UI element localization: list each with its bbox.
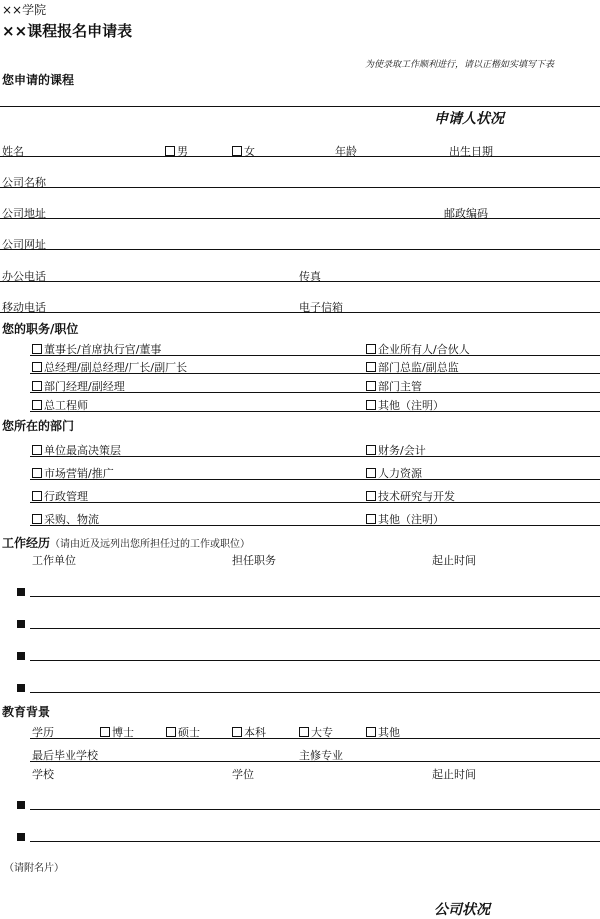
position-option-dept-manager[interactable]: 部门经理/副经理 xyxy=(32,378,125,394)
company-name-line[interactable] xyxy=(0,187,600,188)
work-note: （请由近及远列出您所担任过的工作或职位） xyxy=(50,539,251,550)
checkbox-icon[interactable] xyxy=(32,445,42,455)
position-option-chief-engineer[interactable]: 总工程师 xyxy=(32,397,88,413)
department-title: 您所在的部门 xyxy=(2,419,75,433)
postal-code-label: 邮政编码 xyxy=(444,207,488,220)
department-row-line xyxy=(30,525,600,526)
form-title: ××课程报名申请表 xyxy=(2,22,133,40)
department-option-marketing[interactable]: 市场营销/推广 xyxy=(32,465,114,481)
checkbox-icon[interactable] xyxy=(232,146,242,156)
checkbox-icon[interactable] xyxy=(366,362,376,372)
company-website-label: 公司网址 xyxy=(2,238,46,251)
position-option-chairman[interactable]: 董事长/首席执行官/董事 xyxy=(32,341,161,357)
department-row-line xyxy=(30,456,600,457)
department-option-other[interactable]: 其他（注明） xyxy=(366,511,444,527)
checkbox-icon[interactable] xyxy=(232,727,242,737)
mobile-phone-line[interactable] xyxy=(0,312,600,313)
bullet-icon xyxy=(17,620,25,628)
work-col-unit: 工作单位 xyxy=(32,554,76,567)
position-option-general-manager[interactable]: 总经理/副总经理/厂长/副厂长 xyxy=(32,359,187,375)
last-school-line[interactable] xyxy=(30,761,600,762)
degree-option-bachelor[interactable]: 本科 xyxy=(232,724,266,740)
form-instruction: 为使录取工作顺利进行，请以正楷如实填写下表 xyxy=(365,60,555,70)
position-option-supervisor[interactable]: 部门主管 xyxy=(366,378,422,394)
bullet-icon xyxy=(17,833,25,841)
department-option-finance[interactable]: 财务/会计 xyxy=(366,442,426,458)
edu-col-degree: 学位 xyxy=(232,768,254,781)
name-row-line[interactable] xyxy=(0,156,600,157)
edu-col-time: 起止时间 xyxy=(432,768,476,781)
work-col-role: 担任职务 xyxy=(232,554,276,567)
checkbox-icon[interactable] xyxy=(32,381,42,391)
department-option-admin[interactable]: 行政管理 xyxy=(32,488,88,504)
checkbox-icon[interactable] xyxy=(165,146,175,156)
work-title: 工作经历 xyxy=(2,536,51,550)
work-heading xyxy=(2,532,250,551)
last-school-label: 最后毕业学校 xyxy=(32,749,98,762)
company-address-line[interactable] xyxy=(0,218,600,219)
checkbox-icon[interactable] xyxy=(366,468,376,478)
checkbox-icon[interactable] xyxy=(32,491,42,501)
company-name-label: 公司名称 xyxy=(2,176,46,189)
checkbox-icon[interactable] xyxy=(366,381,376,391)
degree-option-phd[interactable]: 博士 xyxy=(100,724,134,740)
checkbox-icon[interactable] xyxy=(100,727,110,737)
checkbox-icon[interactable] xyxy=(32,400,42,410)
company-website-line[interactable] xyxy=(0,249,600,250)
department-row-line xyxy=(30,502,600,503)
checkbox-icon[interactable] xyxy=(32,362,42,372)
edu-col-school: 学校 xyxy=(32,768,54,781)
company-section-title: 公司状况 xyxy=(434,902,490,918)
work-entry-line[interactable] xyxy=(30,660,600,661)
name-label: 姓名 xyxy=(2,145,24,158)
work-col-time: 起止时间 xyxy=(432,554,476,567)
position-row-line xyxy=(30,373,600,374)
department-option-top-management[interactable]: 单位最高决策层 xyxy=(32,442,121,458)
work-entry-line[interactable] xyxy=(30,692,600,693)
bullet-icon xyxy=(17,801,25,809)
checkbox-icon[interactable] xyxy=(366,400,376,410)
company-address-label: 公司地址 xyxy=(2,207,46,220)
position-row-line xyxy=(30,411,600,412)
mobile-phone-label: 移动电话 xyxy=(2,301,46,314)
office-phone-label: 办公电话 xyxy=(2,270,46,283)
business-card-note: （请附名片） xyxy=(4,863,64,874)
checkbox-icon[interactable] xyxy=(32,514,42,524)
checkbox-icon[interactable] xyxy=(366,344,376,354)
checkbox-icon[interactable] xyxy=(366,514,376,524)
checkbox-icon[interactable] xyxy=(366,727,376,737)
education-entry-line[interactable] xyxy=(30,841,600,842)
position-title: 您的职务/职位 xyxy=(2,322,79,336)
position-option-other[interactable]: 其他（注明） xyxy=(366,397,444,413)
checkbox-icon[interactable] xyxy=(299,727,309,737)
degree-option-other[interactable]: 其他 xyxy=(366,724,400,740)
education-entry-line[interactable] xyxy=(30,809,600,810)
position-row-line xyxy=(30,392,600,393)
fax-label: 传真 xyxy=(299,270,321,283)
degree-row-line xyxy=(30,738,600,739)
school-name: ××学院 xyxy=(2,3,47,17)
gender-female-option[interactable]: 女 xyxy=(232,143,255,159)
position-option-director[interactable]: 部门总监/副总监 xyxy=(366,359,459,375)
applicant-section-title: 申请人状况 xyxy=(434,111,504,127)
degree-option-college[interactable]: 大专 xyxy=(299,724,333,740)
checkbox-icon[interactable] xyxy=(166,727,176,737)
gender-male-option[interactable]: 男 xyxy=(165,143,188,159)
department-option-rnd[interactable]: 技术研究与开发 xyxy=(366,488,455,504)
bullet-icon xyxy=(17,684,25,692)
position-option-owner[interactable]: 企业所有人/合伙人 xyxy=(366,341,470,357)
department-option-purchasing[interactable]: 采购、物流 xyxy=(32,511,99,527)
age-label: 年龄 xyxy=(335,145,357,158)
department-option-hr[interactable]: 人力资源 xyxy=(366,465,422,481)
degree-option-master[interactable]: 硕士 xyxy=(166,724,200,740)
department-row-line xyxy=(30,479,600,480)
office-phone-line[interactable] xyxy=(0,281,600,282)
course-label: 您申请的课程 xyxy=(2,73,75,87)
bullet-icon xyxy=(17,652,25,660)
work-entry-line[interactable] xyxy=(30,628,600,629)
work-entry-line[interactable] xyxy=(30,596,600,597)
email-label: 电子信箱 xyxy=(299,301,343,314)
checkbox-icon[interactable] xyxy=(32,468,42,478)
checkbox-icon[interactable] xyxy=(32,344,42,354)
education-title: 教育背景 xyxy=(2,705,51,719)
checkbox-icon[interactable] xyxy=(366,445,376,455)
course-input-line[interactable] xyxy=(0,106,600,107)
position-row-line xyxy=(30,355,600,356)
bullet-icon xyxy=(17,588,25,596)
checkbox-icon[interactable] xyxy=(366,491,376,501)
birth-date-label: 出生日期 xyxy=(449,145,493,158)
major-label: 主修专业 xyxy=(299,749,343,762)
degree-label: 学历 xyxy=(32,726,54,739)
